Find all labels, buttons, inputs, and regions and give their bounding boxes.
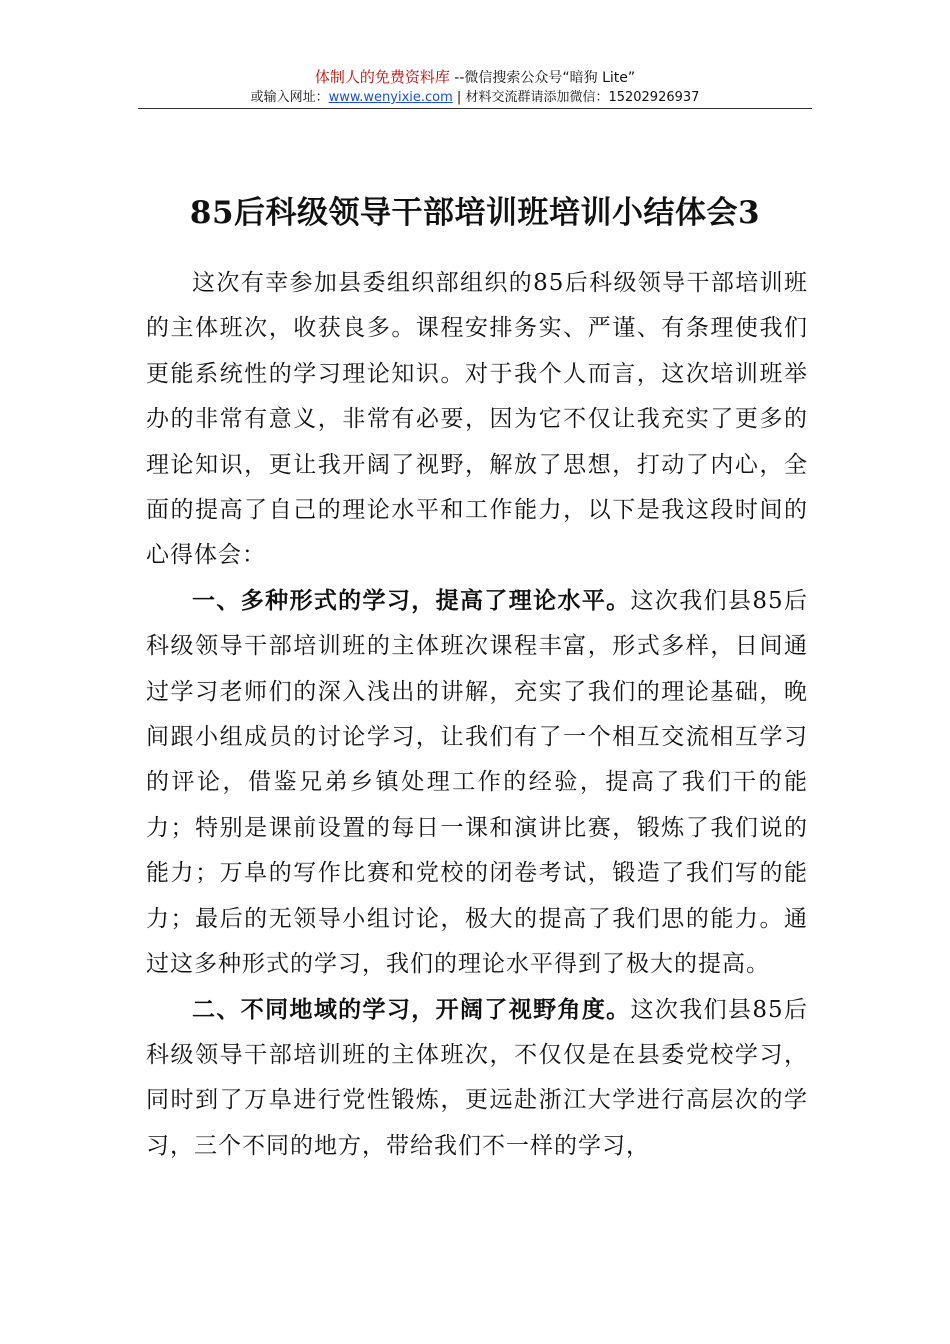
section-heading: 二、不同地域的学习，开阔了视野角度。 — [192, 996, 631, 1023]
paragraph-intro — [146, 261, 808, 579]
website-link[interactable]: www.wenyixie.com — [328, 90, 453, 105]
contact-info: | 材料交流群请添加微信：15202926937 — [452, 90, 700, 105]
url-prefix: 或输入网址： — [250, 90, 329, 105]
paragraph-text: 这次有幸参加县委组织部组织的85后科级领导干部培训班的主体班次，收获良多。课程安排务实、严谨、有条理使我们更能系统性的学习理论知识。对于我个人而言，这次培训班举办的非常有意义，非常有必要，因为它不仅让我充实了更多的理论知识，更让我开阔了视野，解放了思想，打动了内心，全面的提高了自己的理论水平和工作能力，以下是我这段时间的心得体会： — [146, 270, 808, 569]
brand-name: 体制人的免费资料库 — [314, 68, 450, 86]
paragraph-section-1 — [146, 579, 808, 988]
document-title: 85后科级领导干部培训班培训小结体会3 — [189, 194, 761, 231]
paragraph-text: 这次我们县85后科级领导干部培训班的主体班次课程丰富，形式多样，日间通过学习老师们的深入浅出的讲解，充实了我们的理论基础，晚间跟小组成员的讨论学习，让我们有了一个相互交流相互学习的评论，借鉴兄弟乡镇处理工作的经验，提高了我们干的能力；特别是课前设置的每日一课和演讲比赛，锻炼了我们说的能力；万阜的写作比赛和党校的闭卷考试，锻造了我们写的能力；最后的无领导小组讨论，极大的提高了我们思的能力。通过这多种形式的学习，我们的理论水平得到了极大的提高。 — [146, 587, 808, 978]
header-line-2 — [138, 89, 812, 107]
paragraph-section-2 — [146, 988, 808, 1170]
paragraph-text: 这次我们县85后科级领导干部培训班的主体班次，不仅仅是在县委党校学习，同时到了万阜进行党性锻炼，更远赴浙江大学进行高层次的学习，三个不同的地方，带给我们不一样的学习， — [146, 996, 808, 1159]
header-tagline: --微信搜索公众号“暗狗 Lite” — [449, 70, 636, 86]
section-heading: 一、多种形式的学习，提高了理论水平。 — [192, 587, 631, 614]
header-line-1 — [138, 68, 812, 87]
header-divider — [138, 108, 812, 109]
page-header — [138, 68, 812, 107]
document-body — [146, 261, 808, 1169]
